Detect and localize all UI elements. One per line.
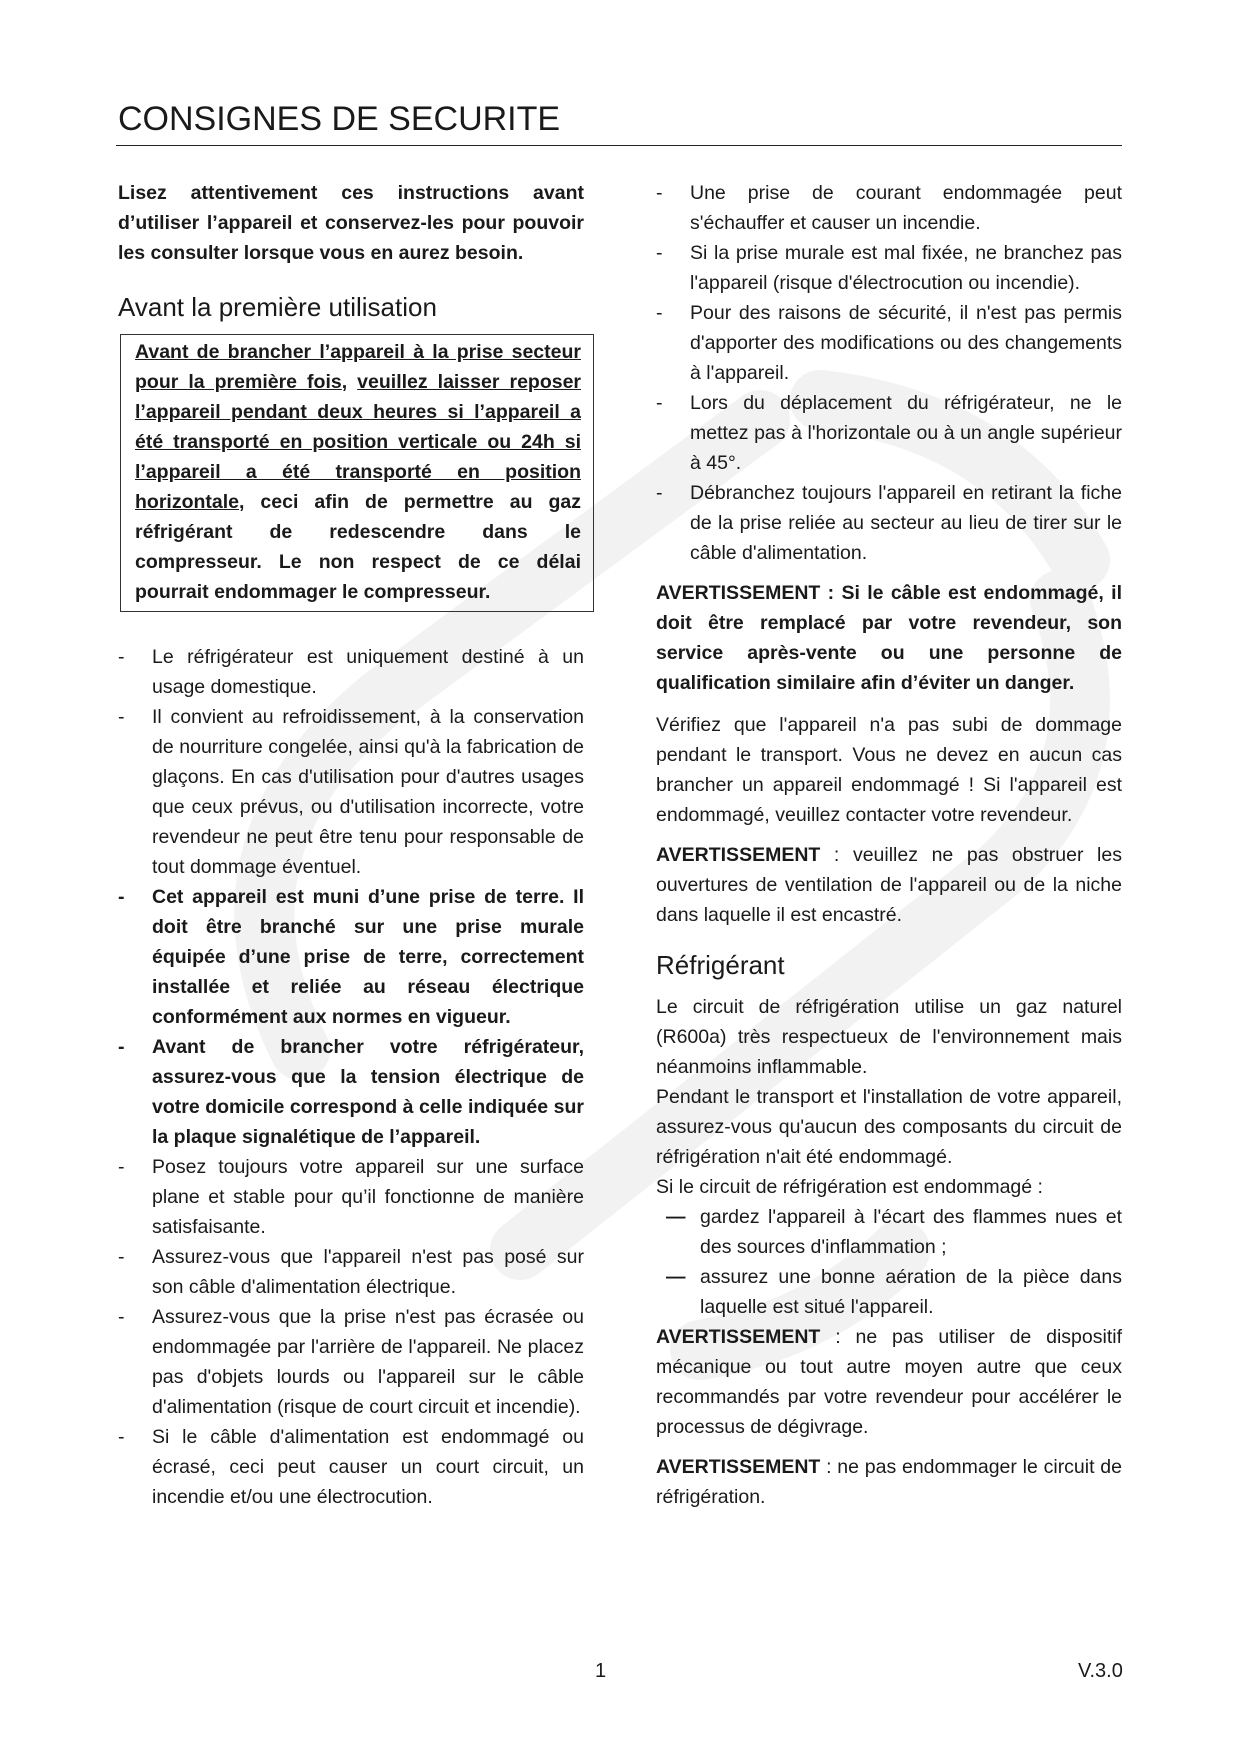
circuit-warning (656, 1452, 1122, 1512)
list-item (118, 1302, 584, 1422)
list-item (118, 702, 584, 882)
dash-marker: - (656, 392, 663, 414)
list-item (656, 298, 1122, 388)
list-item (656, 1202, 1122, 1262)
dash-marker: - (118, 886, 125, 908)
list-item-text: Posez toujours votre appareil sur une surface plane et stable pour qu’il fonctionne de manière satisfaisante. (152, 1156, 584, 1238)
list-item-text: Il convient au refroidissement, à la conservation de nourriture congelée, ainsi qu'à la fabrication de glaçons. En cas d'utilisation pour d'autres usages que ceux prévus, ou d'utilisation incorrecte, votre revendeur ne peut être tenu pour responsable de tout dommage éventuel. (152, 706, 584, 878)
list-item-text: Cet appareil est muni d’une prise de terre. Il doit être branché sur une prise murale équipée d’une prise de terre, correctement installée et reliée au réseau électrique conformément aux normes en vigueur. (152, 886, 584, 1028)
dash-marker: - (118, 1156, 125, 1178)
dash-marker: - (118, 706, 125, 728)
warning-label: AVERTISSEMENT (656, 1326, 821, 1348)
list-item (118, 1242, 584, 1302)
refrigerant-text-3: Si le circuit de réfrigération est endommagé : (656, 1176, 1043, 1198)
left-column (118, 178, 584, 1512)
list-item (656, 178, 1122, 238)
list-item-text: Avant de brancher votre réfrigérateur, assurez-vous que la tension électrique de votre domicile correspond à celle indiquée sur la plaque signalétique de l’appareil. (152, 1036, 584, 1148)
dash-marker: - (118, 1036, 125, 1058)
warning-text: : ne pas endommager le circuit de réfrigération. (656, 1456, 1122, 1508)
dash-marker: — (666, 1206, 686, 1228)
notice-sep: , (341, 371, 358, 393)
dash-marker: - (656, 302, 663, 324)
list-item-text: Le réfrigérateur est uniquement destiné à un usage domestique. (152, 646, 584, 698)
list-item (656, 1262, 1122, 1322)
notice-underlined-1: Avant de brancher l’appareil à la prise secteur pour la première fois (135, 341, 581, 393)
section-heading-first-use: Avant la première utilisation (118, 292, 437, 322)
cable-warning: AVERTISSEMENT : Si le câble est endommagé, il doit être remplacé par votre revendeur, son service après-vente ou une personne de qualification similaire afin d’éviter un danger. (656, 582, 1122, 694)
list-item (118, 642, 584, 702)
list-item (656, 388, 1122, 478)
defrost-warning (656, 1322, 1122, 1442)
page-number: 1 (595, 1660, 607, 1682)
title-divider (116, 145, 1122, 146)
list-item (118, 882, 584, 1032)
dash-marker: - (118, 1426, 125, 1448)
refrigerant-text-1: Le circuit de réfrigération utilise un gaz naturel (R600a) très respectueux de l'environnement mais néanmoins inflammable. (656, 996, 1122, 1078)
version-label: V.3.0 (1078, 1660, 1123, 1682)
warning-text: : veuillez ne pas obstruer les ouvertures de ventilation de l'appareil ou de la niche dans laquelle il est encastré. (656, 844, 1122, 926)
section-heading-refrigerant: Réfrigérant (656, 950, 785, 980)
list-item (118, 1032, 584, 1152)
list-item (656, 238, 1122, 298)
list-item-text: Assurez-vous que l'appareil n'est pas posé sur son câble d'alimentation électrique. (152, 1246, 584, 1298)
list-item-text: Assurez-vous que la prise n'est pas écrasée ou endommagée par l'arrière de l'appareil. Ne placez pas d'objets lourds ou l'appareil sur le câble d'alimentation (risque de court circuit et incendie). (152, 1306, 584, 1418)
list-item-text: Lors du déplacement du réfrigérateur, ne le mettez pas à l'horizontale ou à un angle supérieur à 45°. (690, 392, 1122, 474)
dash-marker: - (118, 646, 125, 668)
list-item-text: Si la prise murale est mal fixée, ne branchez pas l'appareil (risque d'électrocution ou incendie). (690, 242, 1122, 294)
refrigerant-text-2: Pendant le transport et l'installation de votre appareil, assurez-vous qu'aucun des composants du circuit de réfrigération n'ait été endommagé. (656, 1086, 1122, 1168)
dash-marker: - (118, 1246, 125, 1268)
dash-marker: - (118, 1306, 125, 1328)
dash-marker: - (656, 242, 663, 264)
left-safety-list (118, 642, 584, 1512)
notice-underlined-2: veuillez laisser reposer l’appareil pendant deux heures si l’appareil a été transporté en position verticale ou 24h si l’appareil a été transporté en position horizontale (135, 371, 582, 513)
damage-check-text: Vérifiez que l'appareil n'a pas subi de dommage pendant le transport. Vous ne devez en aucun cas brancher un appareil endommagé ! Si l'appareil est endommagé, veuillez contacter votre revendeur. (656, 714, 1122, 826)
intro-text: Lisez attentivement ces instructions avant d’utiliser l’appareil et conservez-les pour pouvoir les consulter lorsque vous en aurez besoin. (118, 182, 584, 264)
warning-label: AVERTISSEMENT (656, 1456, 821, 1478)
first-use-notice-box (120, 334, 594, 612)
list-item-text: gardez l'appareil à l'écart des flammes nues et des sources d'inflammation ; (700, 1206, 1122, 1258)
notice-rest: , ceci afin de permettre au gaz réfrigérant de redescendre dans le compresseur. Le non respect de ce délai pourrait endommager le compresseur. (135, 491, 581, 603)
list-item (656, 478, 1122, 568)
refrigerant-damage-list (656, 1202, 1122, 1322)
list-item-text: assurez une bonne aération de la pièce dans laquelle est situé l'appareil. (700, 1266, 1122, 1318)
page-title: CONSIGNES DE SECURITE (118, 100, 561, 138)
warning-text: : ne pas utiliser de dispositif mécanique ou tout autre moyen autre que ceux recommandés par votre revendeur pour accélérer le processus de dégivrage. (656, 1326, 1122, 1438)
list-item (118, 1422, 584, 1512)
right-safety-list (656, 178, 1122, 568)
dash-marker: - (656, 182, 663, 204)
dash-marker: — (666, 1266, 686, 1288)
ventilation-warning (656, 840, 1122, 930)
list-item-text: Si le câble d'alimentation est endommagé ou écrasé, ceci peut causer un court circuit, un incendie et/ou une électrocution. (152, 1426, 584, 1508)
list-item-text: Pour des raisons de sécurité, il n'est pas permis d'apporter des modifications ou des changements à l'appareil. (690, 302, 1122, 384)
list-item-text: Débranchez toujours l'appareil en retirant la fiche de la prise reliée au secteur au lieu de tirer sur le câble d'alimentation. (690, 482, 1122, 564)
warning-label: AVERTISSEMENT (656, 844, 821, 866)
list-item-text: Une prise de courant endommagée peut s'échauffer et causer un incendie. (690, 182, 1122, 234)
list-item (118, 1152, 584, 1242)
right-column (656, 178, 1122, 1522)
dash-marker: - (656, 482, 663, 504)
